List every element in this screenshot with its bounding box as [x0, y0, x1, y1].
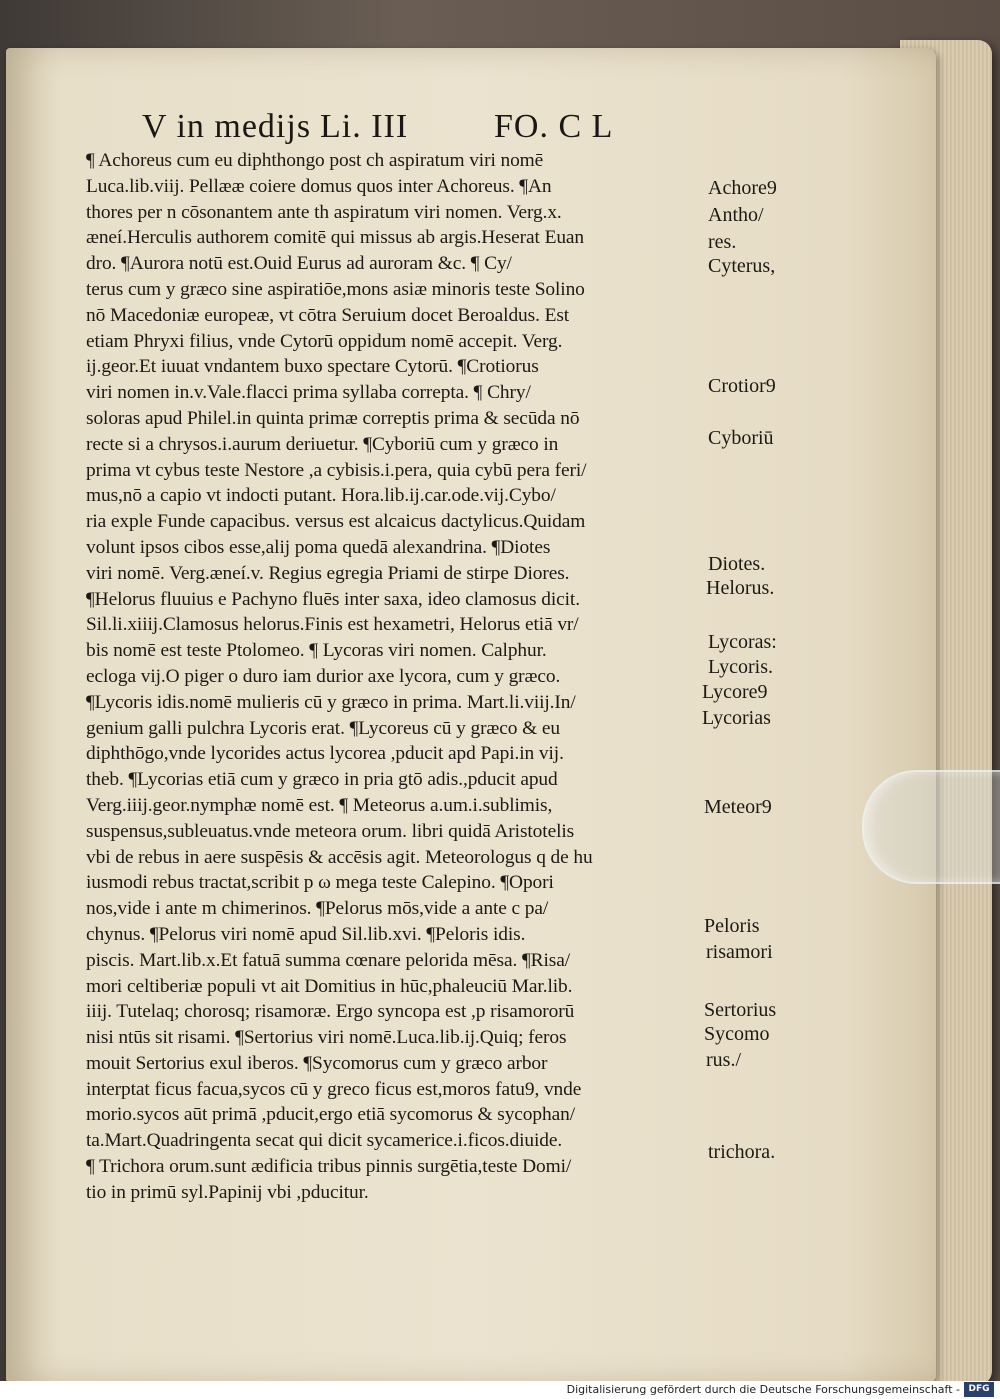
text-line: ecloga vij.O piger o duro iam durior axe lycora, cum y græco. [86, 665, 561, 687]
text-line: mori celtiberiæ populi vt ait Domitius in hūc,phaleuciū Mar.lib. [86, 975, 573, 997]
text-line: tio in primū syl.Papinij vbi ,pducitur. [86, 1181, 369, 1203]
footer-credit: Digitalisierung gefördert durch die Deutsche Forschungsgemeinschaft - [566, 1383, 960, 1396]
page-clip [862, 770, 1000, 884]
text-line: suspensus,subleuatus.vnde meteora orum. libri quidā Aristotelis [86, 820, 575, 842]
margin-note: Peloris [704, 915, 760, 937]
header-middle: Li. III [320, 108, 409, 145]
text-line: terus cum y græco sine aspiratiōe,mons asiæ minoris teste Solino [86, 278, 585, 300]
margin-note: Sertorius [704, 999, 777, 1021]
margin-note: Achore9 [708, 177, 777, 199]
text-line: Sil.li.xiiij.Clamosus helorus.Finis est hexametri, Helorus etiā vr/ [86, 614, 579, 636]
text-line: Verg.iiij.geor.nymphæ nomē est. ¶ Meteorus a.um.i.sublimis, [86, 794, 553, 816]
text-line: thores per n cōsonantem ante th aspiratum viri nomen. Verg.x. [86, 201, 562, 223]
margin-note: Lycore9 [702, 681, 768, 703]
text-line: mouit Sertorius exul iberos. ¶Sycomorus cum y græco arbor [86, 1052, 548, 1074]
text-line: chynus. ¶Pelorus viri nomē apud Sil.lib.xvi. ¶Peloris idis. [86, 923, 526, 945]
dfg-logo: DFG [964, 1382, 994, 1397]
margin-note: Lycoris. [708, 656, 773, 678]
text-line: ¶Lycoris idis.nomē mulieris cū y græco in prima. Mart.li.viij.In/ [86, 691, 576, 713]
margin-note: Antho/ [708, 204, 764, 226]
margin-note: Helorus. [706, 577, 775, 599]
margin-note: Lycorias [702, 707, 771, 729]
text-line: viri nomē. Verg.æneí.v. Regius egregia Priami de stirpe Diores. [86, 562, 570, 584]
text-line: nisi ntūs sit risami. ¶Sertorius viri nomē.Luca.lib.ij.Quiq; feros [86, 1027, 567, 1049]
text-line: prima vt cybus teste Nestore ,a cybisis.i.pera, quia cybū pera feri/ [86, 459, 587, 481]
text-line: bis nomē est teste Ptolomeo. ¶ Lycoras viri nomen. Calphur. [86, 640, 547, 662]
margin-note: Crotior9 [708, 375, 776, 397]
text-line: mus,nō a capio vt indocti putant. Hora.lib.ij.car.ode.vij.Cybo/ [86, 485, 556, 507]
text-line: iusmodi rebus tractat,scribit p ω mega teste Calepino. ¶Opori [86, 872, 554, 894]
text-line: æneí.Herculis authorem comitē qui missus ab argis.Heserat Euan [86, 227, 585, 249]
text-line: nos,vide i ante m chimerinos. ¶Pelorus mōs,vide a ante c pa/ [86, 898, 549, 920]
text-line: nō Macedoniæ europeæ, vt cōtra Seruium docet Beroaldus. Est [86, 304, 570, 326]
text-line: dro. ¶Aurora notū est.Ouid Eurus ad auroram &c. ¶ Cy/ [86, 253, 512, 275]
margin-note: Sycomo [704, 1023, 770, 1045]
text-line: volunt ipsos cibos esse,alij poma quedā alexandrina. ¶Diotes [86, 536, 551, 558]
text-line: iiij. Tutelaq; chorosq; risamoræ. Ergo syncopa est ,p risamororū [86, 1001, 575, 1023]
margin-note: res. [708, 231, 737, 253]
text-line: recte si a chrysos.i.aurum deriuetur. ¶Cyboriū cum y græco in [86, 433, 559, 455]
text-line: ta.Mart.Quadringenta secat qui dicit sycamerice.i.ficos.diuide. [86, 1130, 563, 1152]
text-line: ¶Helorus fluuius e Pachyno fluēs inter saxa, ideo clamosus dicit. [86, 588, 580, 610]
text-line: ij.geor.Et iuuat vndantem buxo spectare Cytorū. ¶Crotiorus [86, 356, 539, 378]
text-line: ¶ Trichora orum.sunt ædificia tribus pinnis surgētia,teste Domi/ [86, 1156, 572, 1178]
text-line: interptat ficus facua,sycos cū y greco ficus est,moros fatu9, vnde [86, 1078, 582, 1100]
text-line: diphthōgo,vnde lycorides actus lycorea ,pducit apd Papi.in vij. [86, 743, 564, 765]
text-line: ¶ Achoreus cum eu diphthongo post ch aspiratum viri nomē [86, 150, 544, 171]
text-line: soloras apud Philel.in quinta primæ correptis prima & secūda nō [86, 407, 580, 429]
margin-note: Diotes. [708, 553, 766, 575]
text-line: theb. ¶Lycorias etiā cum y græco in pria gtō adis.,pducit apud [86, 769, 558, 791]
margin-note: Cyterus, [708, 255, 776, 277]
margin-note: trichora. [708, 1141, 776, 1163]
text-line: piscis. Mart.lib.x.Et fatuā summa cœnare pelorida mēsa. ¶Risa/ [86, 949, 570, 971]
margin-note: Cyboriū [708, 427, 774, 449]
text-line: etiam Phryxi filius, vnde Cytorū oppidum nomē accepit. Verg. [86, 330, 563, 352]
margin-note: risamori [706, 941, 773, 963]
text-line: Luca.lib.viij. Pellææ coiere domus quos inter Achoreus. ¶An [86, 175, 552, 197]
text-line: genium galli pulchra Lycoris erat. ¶Lycoreus cū y græco & eu [86, 717, 560, 739]
margin-note: Lycoras: [708, 631, 777, 653]
text-line: vbi de rebus in aere suspēsis & accēsis agit. Meteorologus q de hu [86, 846, 593, 868]
margin-note: Meteor9 [704, 796, 772, 818]
main-text-block [86, 148, 706, 1206]
text-line: ria exple Funde capacibus. versus est alcaicus dactylicus.Quidam [86, 511, 586, 533]
text-line: morio.sycos aūt primā ,pducit,ergo etiā sycomorus & sycophan/ [86, 1104, 575, 1126]
running-header [142, 108, 642, 148]
header-left: V in medijs [142, 108, 312, 145]
margin-note: rus./ [706, 1049, 741, 1071]
header-folio: FO. C L [494, 108, 614, 145]
text-line: viri nomen in.v.Vale.flacci prima syllaba correpta. ¶ Chry/ [86, 382, 531, 404]
